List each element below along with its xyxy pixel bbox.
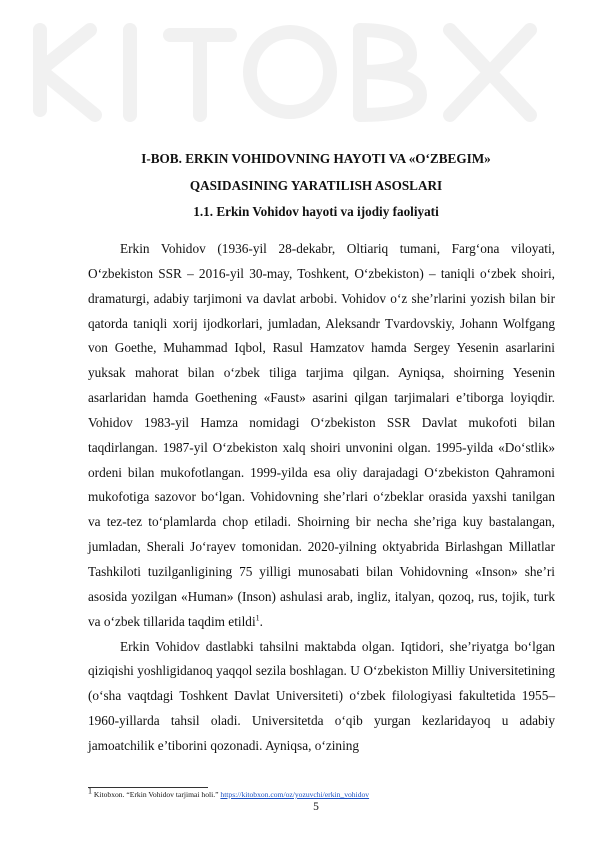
footnote bbox=[88, 786, 370, 800]
chapter-title-line-1: I-BOB. ERKIN VOHIDOVNING HAYOTI VA «O‘ZBEGIM» bbox=[141, 151, 491, 166]
watermark-logo bbox=[0, 0, 595, 150]
paragraph-1 bbox=[88, 237, 555, 635]
paragraph-1-text: Erkin Vohidov (1936-yil 28-dekabr, Oltiariq tumani, Farg‘ona viloyati, O‘zbekiston SSR – 2016-yil 30-may, Toshkent, O‘zbekiston) – taniqli o‘zbek shoiri, dramaturgi, adabiy tarjimoni va davlat arbobi. Vohidov o‘z she’rlarini yozish bilan bir qatorda taniqli xorij ijodkorlari, jumladan, Aleksandr Tvardovskiy, Johann Wolfgang von Goethe, Muhammad Iqbol, Rasul Hamzatov hamda Sergey Yesenin asarlarini yuksak mahorat bilan o‘zbek tiliga tarjima qilgan. Ayniqsa, shoirning Yesenin asarlaridan hamda Goethening «Faust» asarini qilgan tarjimalari e’tiborga loyiqdir. Vohidov 1983-yil Hamza nomidagi O‘zbekiston SSR Davlat mukofoti bilan taqdirlangan. 1987-yil O‘zbekiston xalq shoiri unvonini olgan. 1995-yilda «Do‘stlik» ordeni bilan mukofotlangan. 1999-yilda esa oliy darajadagi O‘zbekiston Qahramoni mukofotiga sazovor bo‘lgan. Vohidovning she’rlari o‘zbeklar orasida yaxshi tanilgan va tez-tez to‘plamlarda chop etiladi. Shoirning bir necha she’riga kuy bastalangan, jumladan, Sherali Jo‘rayev tomonidan. 2020-yilning oktyabrida Birlashgan Millatlar Tashkiloti tuzilganligining 75 yilligi munosabati bilan Vohidovning «Inson» she’ri asosida yozilgan «Human» (Inson) ashulasi arab, ingliz, italyan, qozoq, rus, tojik, turk va o‘zbek tillarida taqdim etildi bbox=[88, 241, 555, 629]
chapter-title-line-2: QASIDASINING YARATILISH ASOSLARI bbox=[189, 178, 443, 193]
footnote-divider bbox=[88, 787, 208, 788]
footnote-reference[interactable]: 1 bbox=[255, 613, 260, 623]
section-title: 1.1. Erkin Vohidov hayoti va ijodiy faoliyati bbox=[193, 204, 439, 219]
page-number: 5 bbox=[313, 801, 319, 813]
footnote-link[interactable]: https://kitobxon.com/oz/yozuvchi/erkin_vohidov bbox=[220, 790, 370, 799]
paragraph-1-end: . bbox=[259, 613, 263, 629]
footnote-mark: 1 bbox=[88, 786, 92, 796]
footnote-text: Kitobxon. “Erkin Vohidov tarjimai holi.” bbox=[92, 790, 221, 799]
body-text bbox=[88, 237, 555, 759]
paragraph-2: Erkin Vohidov dastlabki tahsilni maktabda olgan. Iqtidori, she’riyatga bo‘lgan qiziqishi yoshligidanoq yaqqol sezila boshlagan. U O‘zbekiston Milliy Universitetining (o‘sha vaqtdagi Toshkent Davlat Universiteti) o‘zbek filologiyasi fakultetida 1955–1960-yillarda tahsil oladi. Universitetda o‘qib yurgan kezlaridayoq u adabiy jamoatchilik e’tiborini qozonadi. Ayniqsa, o‘zining bbox=[88, 638, 555, 753]
